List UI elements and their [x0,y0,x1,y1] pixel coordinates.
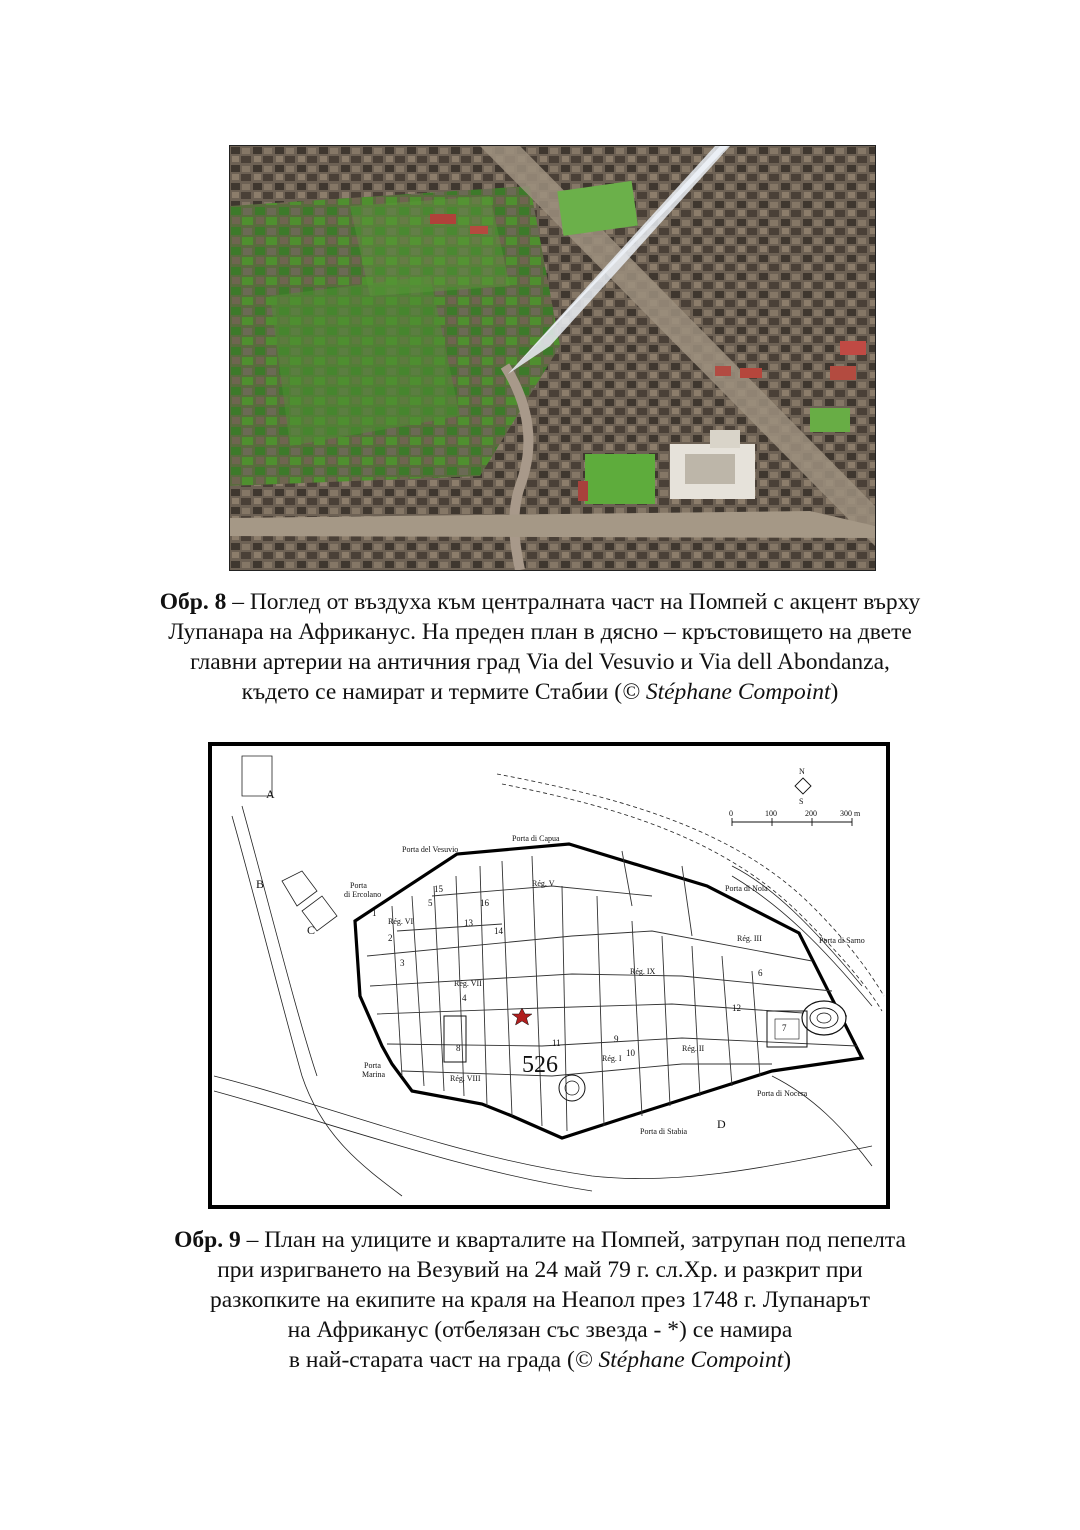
region-label: Rég. IX [630,967,656,976]
gate-label: di Ercolano [344,890,382,899]
block-number: 2 [388,933,393,943]
gate-label: Porta di Sarno [819,936,865,945]
photo-credit: © Stéphane Compoint [622,679,831,705]
caption-line: Обр. 9 – План на улиците и кварталите на Помпей, затрупан под пепелта [174,1227,906,1253]
block-number: 14 [494,926,503,936]
gate-label: Porta di Stabia [640,1127,688,1136]
caption-line: в най-старата част на града (© Stéphane Compoint) [288,1347,792,1373]
region-label: Rég. VIII [450,1074,481,1083]
caption-line: Лупанара на Африканус. На преден план в дясно – кръстовището на двете [168,619,912,645]
figure8-caption [80,587,1000,707]
block-number: 7 [782,1023,787,1033]
region-label: Rég. II [682,1044,705,1053]
block-number: 13 [464,918,473,928]
scale-label: 200 [805,809,817,818]
block-number: 8 [456,1043,461,1053]
figure-label: Обр. 9 [174,1227,241,1253]
block-number: 16 [480,898,489,908]
gate-label: Porta di Capua [512,834,560,843]
region-label: Rég. III [737,934,762,943]
block-number: 11 [552,1038,561,1048]
block-number: 12 [732,1003,741,1013]
caption-line: на Африканус (отбелязан със звезда - *) се намира [287,1317,793,1343]
scale-label: 100 [765,809,777,818]
block-number: 5 [428,898,433,908]
caption-line: където се намират и термите Стабии (© Stéphane Compoint) [241,679,839,705]
caption-line: разкопките на екипите на краля на Неапол през 1748 г. Лупанарът [209,1287,871,1313]
caption-line: главни артерии на античния град Via del Vesuvio и Via dell Abondanza, [190,649,890,675]
compass-s-label: S [799,797,804,806]
area-label: D [717,1117,726,1131]
block-number: 15 [434,884,443,894]
block-number: 1 [372,908,377,918]
region-label: Rég. VI [388,917,414,926]
block-number: 3 [400,958,405,968]
pompeii-street-map [208,742,890,1209]
figure-label: Обр. 8 [159,589,227,615]
figure9-caption [80,1225,1000,1375]
gate-label: Porta di Nocera [757,1089,808,1098]
page-number: 526 [522,1052,558,1078]
region-label: Rég. VII [454,979,482,988]
block-number: 4 [462,993,467,1003]
block-number: 9 [614,1034,619,1044]
area-label: B [256,877,265,891]
block-number: 6 [758,968,763,978]
gate-label: Marina [362,1070,386,1079]
scale-label: 0 [729,809,733,818]
region-label: Rég. V [532,879,555,888]
region-label: Rég. I [602,1054,622,1063]
area-label: A [266,787,275,801]
gate-label: Porta di Nola [725,884,768,893]
caption-line: Обр. 8 – Поглед от въздуха към централната част на Помпей с акцент върху [159,589,921,615]
aerial-photo-pompeii [229,145,876,571]
caption-line: при изригването на Везувий на 24 май 79 г. сл.Хр. и разкрит при [217,1257,863,1283]
gate-label: Porta [364,1061,381,1070]
compass-icon [795,767,811,806]
gate-label: Porta [350,881,367,890]
photo-credit: © Stéphane Compoint [574,1347,784,1373]
area-label: C [307,923,316,937]
gate-label: Porta del Vesuvio [402,845,459,854]
compass-n-label: N [799,767,805,776]
block-number: 10 [626,1048,635,1058]
scale-label: 300 m [840,809,861,818]
